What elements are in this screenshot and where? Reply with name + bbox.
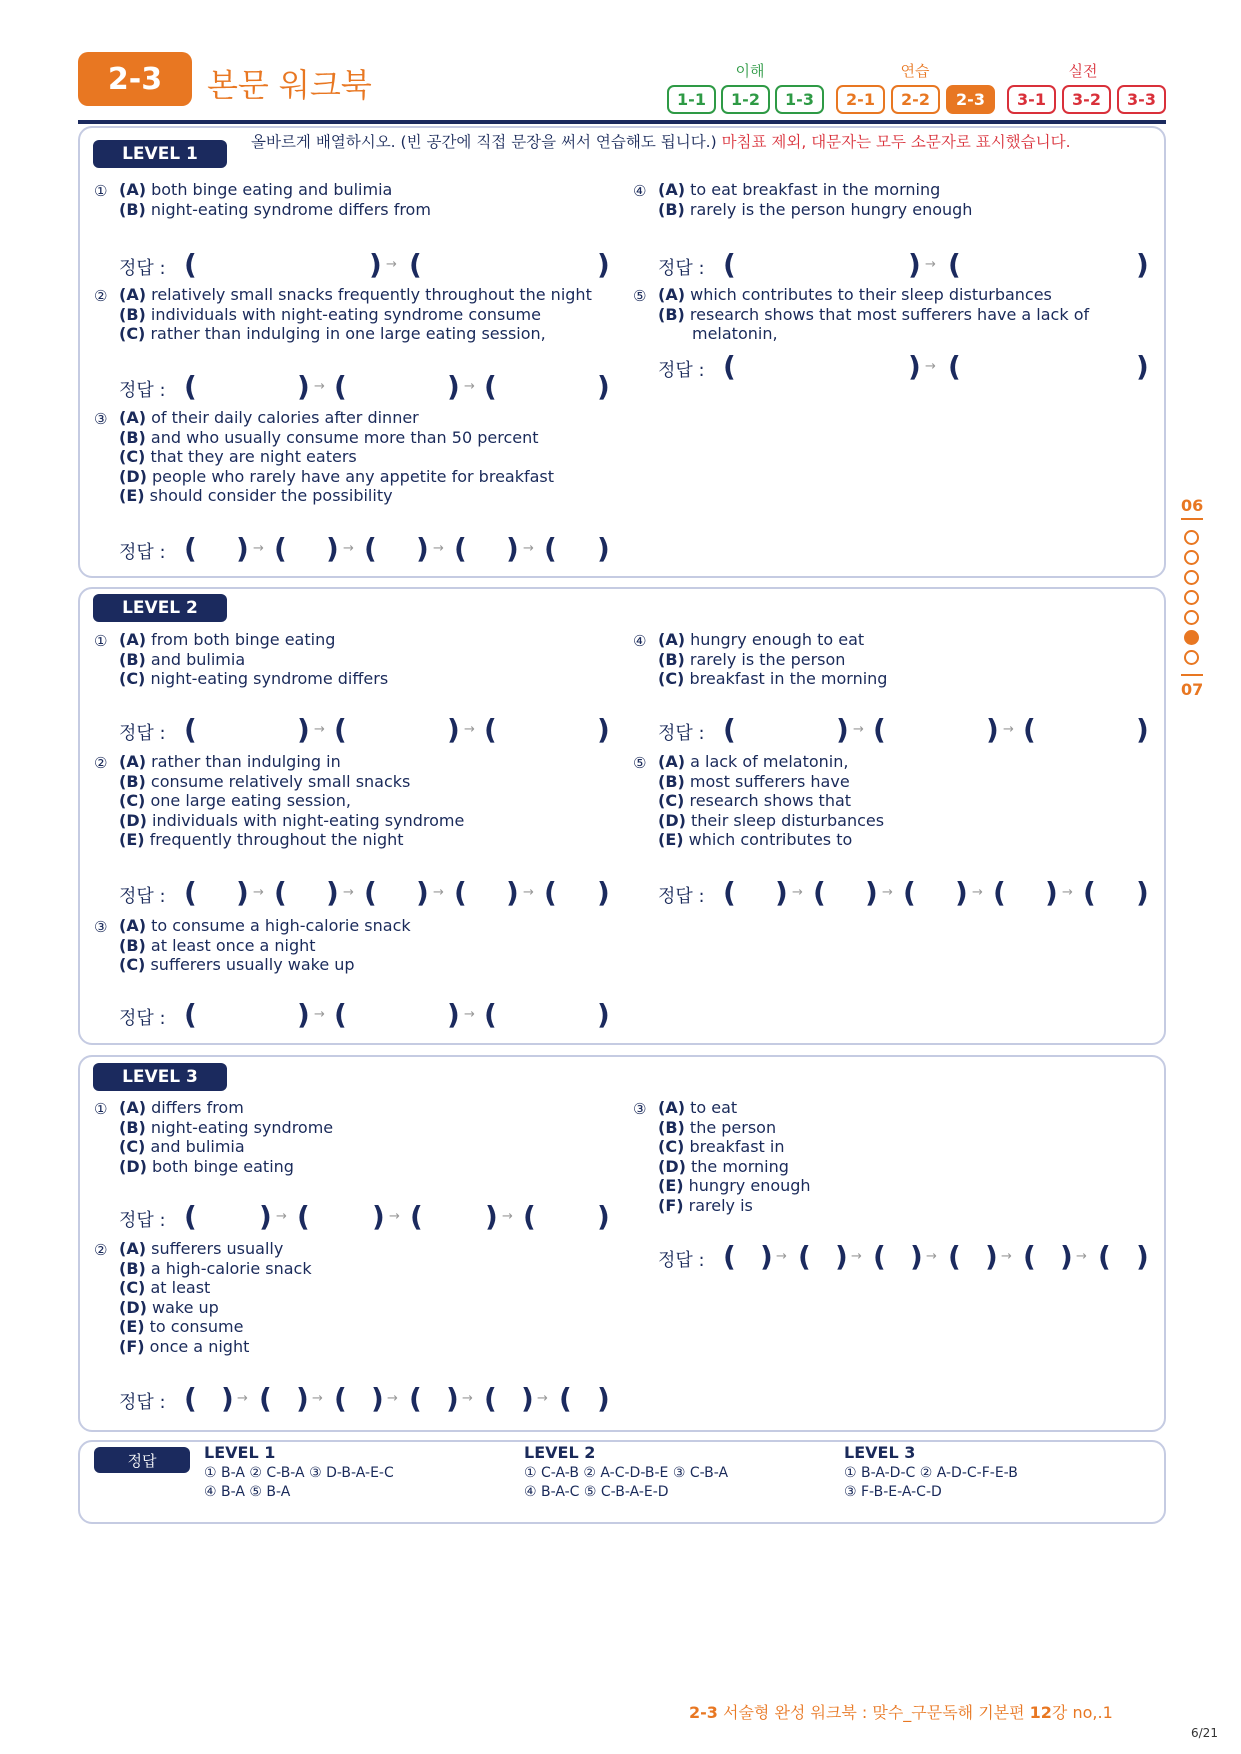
answer-key-level3: LEVEL 3 ① B-A-D-C ② A-D-C-F-E-B ③ F-B-E-A-C-D xyxy=(844,1443,1018,1500)
l3-q3: ③ (A) to eat (B) the person (C) breakfast in (D) the morning (E) hungry enough (F) rarely is xyxy=(633,1098,811,1215)
tab-3-2[interactable]: 3-2 xyxy=(1062,85,1111,114)
tab-2-1[interactable]: 2-1 xyxy=(836,85,885,114)
side-page-top: 06 xyxy=(1181,496,1204,515)
group-label-understand: 이해 xyxy=(735,62,765,80)
side-dot-3[interactable] xyxy=(1184,570,1199,585)
tab-3-1[interactable]: 3-1 xyxy=(1007,85,1056,114)
level1-tag: LEVEL 1 xyxy=(93,140,227,168)
page-title: 본문 워크북 xyxy=(207,66,372,104)
l1-q5-answer[interactable]: 정답 : ( ) → ( ) xyxy=(658,350,1149,383)
level1-instruction: 올바르게 배열하시오. (빈 공간에 직접 문장을 써서 연습해도 됩니다.) 마침표 제외, 대문자는 모두 소문자로 표시했습니다. xyxy=(251,133,1071,151)
side-dot-4[interactable] xyxy=(1184,590,1199,605)
side-dot-5[interactable] xyxy=(1184,610,1199,625)
l3-q3-answer[interactable]: 정답 : ( ) → ( ) → ( ) → ( ) → ( ) → ( ) xyxy=(658,1240,1149,1273)
l3-q2: ② (A) sufferers usually (B) a high-calorie snack (C) at least (D) wake up (E) to consume (F) once a night xyxy=(94,1239,312,1356)
l2-q5: ⑤ (A) a lack of melatonin, (B) most sufferers have (C) research shows that (D) their sleep disturbances (E) which contributes to xyxy=(633,752,885,849)
l2-q4-answer[interactable]: 정답 : ( ) → ( ) → ( ) xyxy=(658,713,1149,746)
l1-q4-answer[interactable]: 정답 : ( ) → ( ) xyxy=(658,248,1149,281)
footer-text: 2-3 서술형 완성 워크북 : 맞수_구문독해 기본편 12강 no,.1 xyxy=(689,1703,1113,1722)
l1-q1-answer[interactable]: 정답 : ( ) → ( ) xyxy=(119,248,610,281)
l3-q1-answer[interactable]: 정답 : ( ) → ( ) → ( ) → ( ) xyxy=(119,1200,610,1233)
side-dot-2[interactable] xyxy=(1184,550,1199,565)
page-number: 6/21 xyxy=(1191,1726,1218,1740)
level2-tag: LEVEL 2 xyxy=(93,594,227,622)
l1-q1: ① (A) both binge eating and bulimia (B) night-eating syndrome differs from xyxy=(94,180,431,219)
l2-q3: ③ (A) to consume a high-calorie snack (B) at least once a night (C) sufferers usually wake up xyxy=(94,916,411,974)
side-divider-top xyxy=(1181,518,1203,520)
tab-2-3[interactable]: 2-3 xyxy=(946,85,995,114)
answer-key-level1: LEVEL 1 ① B-A ② C-B-A ③ D-B-A-E-C ④ B-A ⑤ B-A xyxy=(204,1443,394,1500)
l2-q1-answer[interactable]: 정답 : ( ) → ( ) → ( ) xyxy=(119,713,610,746)
l1-q4: ④ (A) to eat breakfast in the morning (B) rarely is the person hungry enough xyxy=(633,180,973,219)
tab-2-2[interactable]: 2-2 xyxy=(891,85,940,114)
side-dot-7[interactable] xyxy=(1184,650,1199,665)
side-divider-bottom xyxy=(1181,674,1203,676)
tab-1-2[interactable]: 1-2 xyxy=(721,85,770,114)
l3-q2-answer[interactable]: 정답 : ( ) → ( ) → ( ) → ( ) → ( ) → ( ) xyxy=(119,1382,610,1415)
tab-1-3[interactable]: 1-3 xyxy=(775,85,824,114)
l1-q3-answer[interactable]: 정답 : ( ) → ( ) → ( ) → ( ) → ( ) xyxy=(119,532,610,565)
side-dot-1[interactable] xyxy=(1184,530,1199,545)
group-label-practice: 연습 xyxy=(900,62,930,80)
answer-key-tag: 정답 xyxy=(94,1447,190,1473)
l1-q2: ② (A) relatively small snacks frequently throughout the night (B) individuals with night-eating syndrome consume (C) rather than indulging in one large eating session, xyxy=(94,285,592,343)
l1-q5: ⑤ (A) which contributes to their sleep disturbances (B) research shows that most sufferers have a lack of melatonin, xyxy=(633,285,1090,343)
group-label-actual: 실전 xyxy=(1068,62,1098,80)
tab-3-3[interactable]: 3-3 xyxy=(1117,85,1166,114)
l2-q1: ① (A) from both binge eating (B) and bulimia (C) night-eating syndrome differs xyxy=(94,630,389,688)
lesson-badge: 2-3 xyxy=(78,52,192,106)
header-divider xyxy=(78,120,1166,124)
l1-q2-answer[interactable]: 정답 : ( ) → ( ) → ( ) xyxy=(119,370,610,403)
side-page-bottom: 07 xyxy=(1181,680,1204,699)
l3-q1: ① (A) differs from (B) night-eating syndrome (C) and bulimia (D) both binge eating xyxy=(94,1098,334,1176)
l2-q2: ② (A) rather than indulging in (B) consume relatively small snacks (C) one large eating session, (D) individuals with night-eating syndrome (E) frequently throughout the night xyxy=(94,752,465,849)
l1-q3: ③ (A) of their daily calories after dinner (B) and who usually consume more than 50 percent (C) that they are night eaters (D) people who rarely have any appetite for breakfast (E) should consider the possibility xyxy=(94,408,555,505)
tab-1-1[interactable]: 1-1 xyxy=(667,85,716,114)
l2-q5-answer[interactable]: 정답 : ( ) → ( ) → ( ) → ( ) → ( ) xyxy=(658,876,1149,909)
answer-key-level2: LEVEL 2 ① C-A-B ② A-C-D-B-E ③ C-B-A ④ B-A-C ⑤ C-B-A-E-D xyxy=(524,1443,729,1500)
side-dot-6-active[interactable] xyxy=(1184,630,1199,645)
level3-tag: LEVEL 3 xyxy=(93,1063,227,1091)
l2-q3-answer[interactable]: 정답 : ( ) → ( ) → ( ) xyxy=(119,998,610,1031)
l2-q4: ④ (A) hungry enough to eat (B) rarely is the person (C) breakfast in the morning xyxy=(633,630,888,688)
l2-q2-answer[interactable]: 정답 : ( ) → ( ) → ( ) → ( ) → ( ) xyxy=(119,876,610,909)
